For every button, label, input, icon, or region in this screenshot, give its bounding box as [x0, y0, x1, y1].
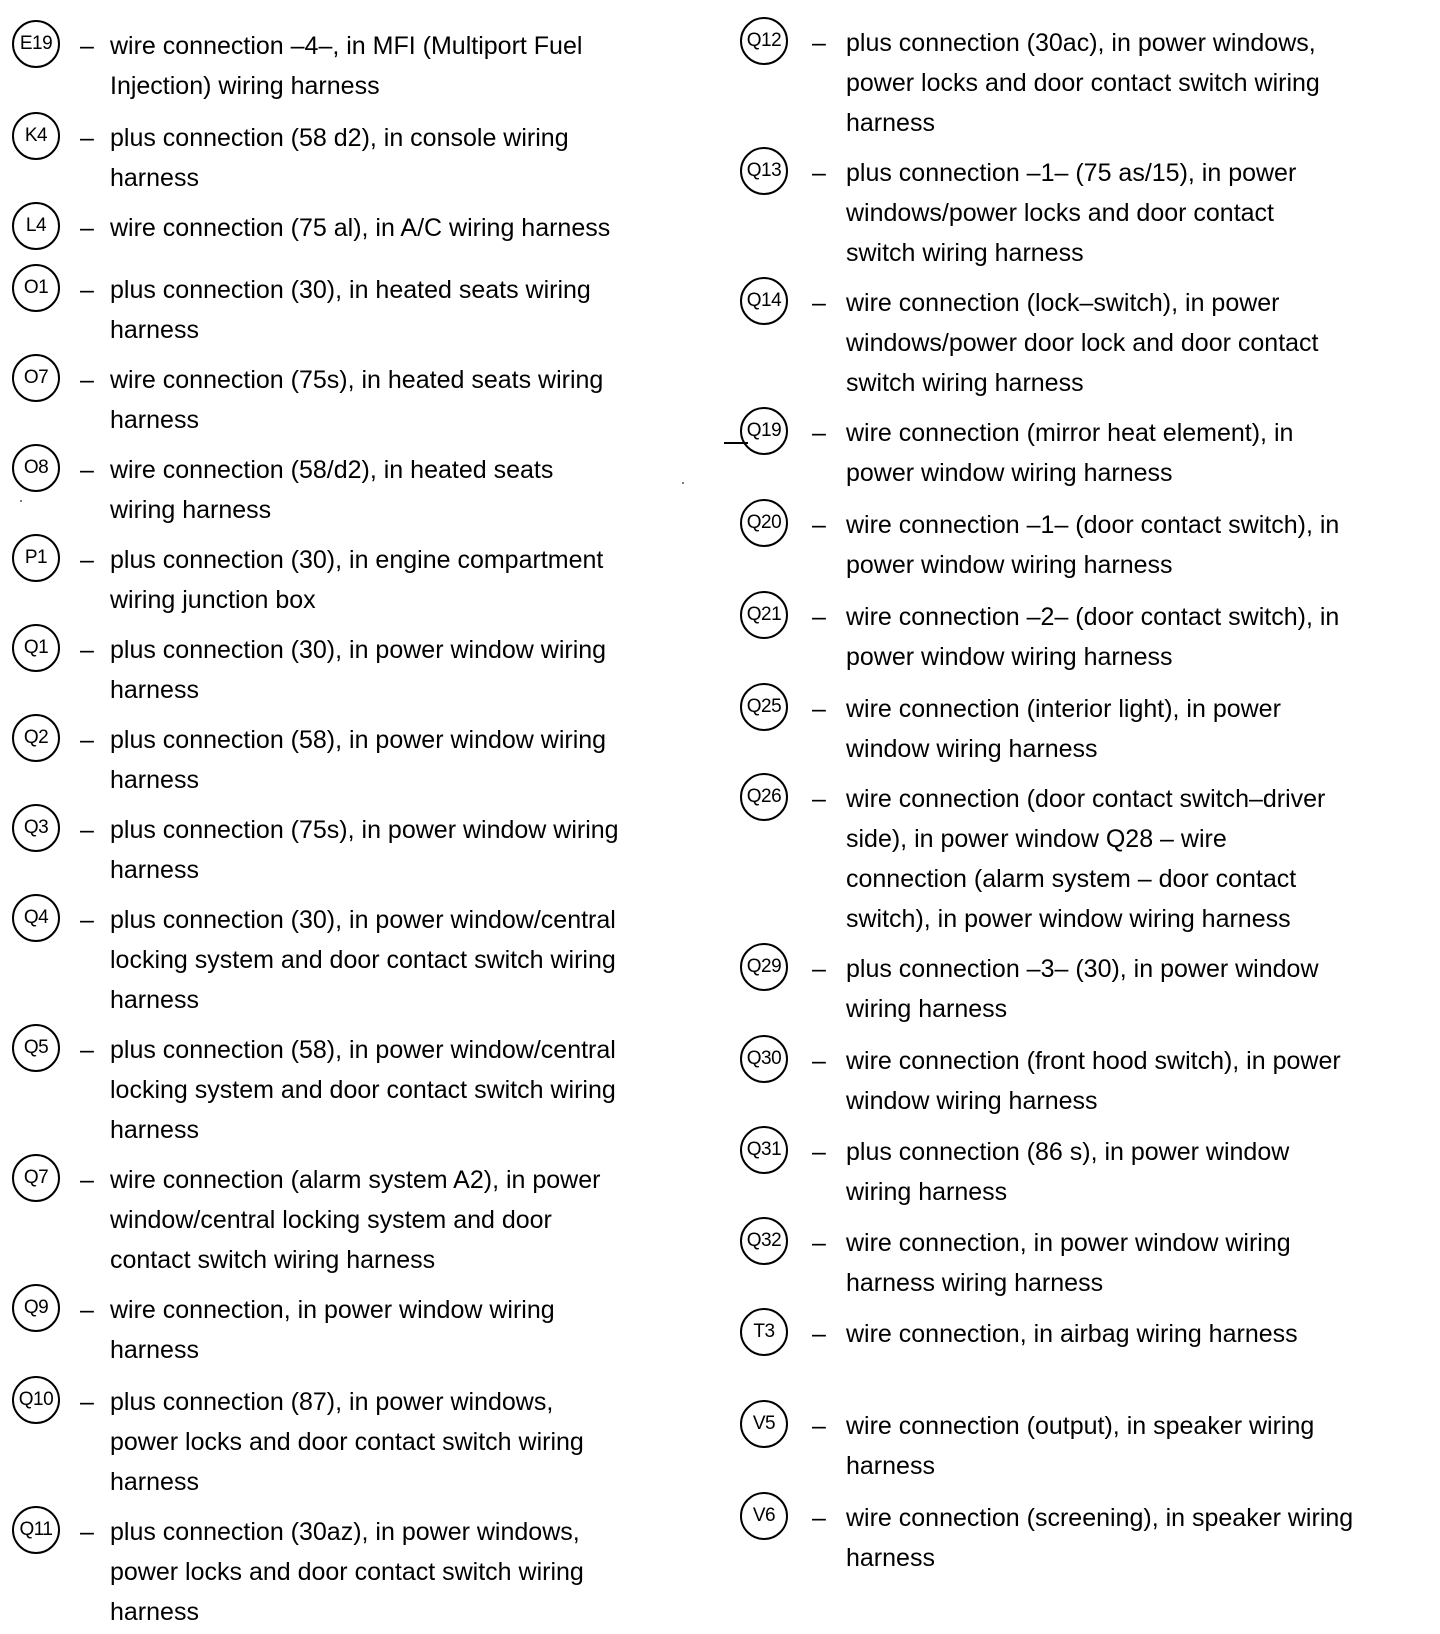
entry-description — [846, 153, 1438, 273]
entry-dash: – — [812, 1320, 826, 1348]
connector-code-badge: Q26 — [740, 773, 788, 821]
entry-description — [110, 900, 684, 1020]
description-line: harness wiring harness — [846, 1269, 1104, 1297]
entry-description — [110, 1512, 684, 1632]
description-line: power window wiring harness — [846, 551, 1173, 579]
connector-code-badge: Q19 — [740, 407, 788, 455]
entry-description — [110, 1382, 684, 1502]
connector-code-badge: Q21 — [740, 591, 788, 639]
legend-left-column — [0, 0, 690, 1624]
legend-entry-q12 — [738, 15, 1438, 145]
connector-code-badge: Q20 — [740, 499, 788, 547]
description-line: wire connection (75 al), in A/C wiring harness — [110, 214, 611, 242]
description-line: harness — [110, 766, 199, 794]
description-line: switch wiring harness — [846, 369, 1084, 397]
description-line: plus connection (58), in power window wiring — [110, 726, 607, 754]
entry-description — [110, 208, 684, 248]
description-line: wire connection (75s), in heated seats wiring — [110, 366, 604, 394]
description-line: wire connection –1– (door contact switch), in — [846, 511, 1340, 539]
description-line: plus connection (86 s), in power window — [846, 1138, 1290, 1166]
connector-code-badge: Q11 — [12, 1506, 60, 1554]
entry-dash: – — [812, 955, 826, 983]
connector-code-badge: Q32 — [740, 1217, 788, 1265]
entry-description — [846, 1314, 1438, 1354]
legend-right-column — [738, 0, 1438, 1624]
entry-description — [110, 26, 684, 106]
description-line: wire connection –4–, in MFI (Multiport Fuel — [110, 32, 583, 60]
description-line: wire connection (front hood switch), in power — [846, 1047, 1341, 1075]
description-line: wiring harness — [846, 995, 1008, 1023]
description-line: wire connection, in power window wiring — [846, 1229, 1291, 1257]
connector-code-badge: T3 — [740, 1308, 788, 1356]
entry-description — [110, 1030, 684, 1150]
entry-description — [846, 1498, 1438, 1578]
description-line: wiring harness — [110, 496, 272, 524]
entry-description — [846, 1041, 1438, 1121]
connector-code-badge: P1 — [12, 534, 60, 582]
connector-code-badge: Q4 — [12, 894, 60, 942]
entry-description — [110, 1160, 684, 1280]
connector-code-badge: Q10 — [12, 1376, 60, 1424]
description-line: switch wiring harness — [846, 239, 1084, 267]
description-line: wire connection (interior light), in power — [846, 695, 1281, 723]
description-line: plus connection (30), in power window/central — [110, 906, 616, 934]
entry-description — [846, 597, 1438, 677]
connector-code-badge: Q7 — [12, 1154, 60, 1202]
entry-dash: – — [812, 1229, 826, 1257]
entry-description — [846, 1223, 1438, 1303]
entry-dash: – — [812, 785, 826, 813]
connector-code-badge: Q25 — [740, 683, 788, 731]
entry-description — [846, 1132, 1438, 1212]
description-line: wire connection (mirror heat element), in — [846, 419, 1294, 447]
entry-dash: – — [812, 603, 826, 631]
description-line: power locks and door contact switch wiring — [846, 69, 1320, 97]
entry-description — [110, 630, 684, 710]
entry-description — [846, 779, 1438, 939]
entry-description — [846, 283, 1438, 403]
entry-dash: – — [80, 124, 94, 152]
connector-code-badge: Q3 — [12, 804, 60, 852]
description-line: plus connection (87), in power windows, — [110, 1388, 554, 1416]
entry-description — [110, 540, 684, 620]
connector-code-badge: Q29 — [740, 943, 788, 991]
description-line: harness — [110, 1116, 199, 1144]
description-line: plus connection –1– (75 as/15), in power — [846, 159, 1297, 187]
description-line: wire connection –2– (door contact switch), in — [846, 603, 1340, 631]
connector-code-badge: O1 — [12, 264, 60, 312]
entry-dash: – — [80, 726, 94, 754]
description-line: window/central locking system and door — [110, 1206, 552, 1234]
leader-line-mark — [724, 442, 748, 444]
description-line: contact switch wiring harness — [110, 1246, 436, 1274]
description-line: wire connection (door contact switch–driver — [846, 785, 1326, 813]
description-line: harness — [110, 856, 199, 884]
description-line: wire connection (lock–switch), in power — [846, 289, 1280, 317]
connector-code-badge: Q5 — [12, 1024, 60, 1072]
description-line: plus connection (30), in engine compartment — [110, 546, 604, 574]
entry-dash: – — [812, 159, 826, 187]
connector-code-badge: Q9 — [12, 1284, 60, 1332]
entry-description — [846, 1406, 1438, 1486]
legend-entry-q4 — [0, 892, 690, 1022]
entry-dash: – — [80, 906, 94, 934]
entry-description — [846, 413, 1438, 493]
connector-code-badge: Q30 — [740, 1035, 788, 1083]
legend-entry-q11 — [0, 1504, 690, 1634]
legend-entry-q5 — [0, 1022, 690, 1152]
description-line: wiring junction box — [110, 586, 316, 614]
entry-dash: – — [80, 1036, 94, 1064]
entry-dash: – — [812, 29, 826, 57]
entry-description — [846, 689, 1438, 769]
description-line: harness — [110, 1468, 199, 1496]
legend-entry-q26 — [738, 771, 1438, 933]
description-line: plus connection (30), in heated seats wiring — [110, 276, 591, 304]
description-line: Injection) wiring harness — [110, 72, 380, 100]
description-line: windows/power locks and door contact — [846, 199, 1275, 227]
connector-code-badge: Q12 — [740, 17, 788, 65]
entry-description — [110, 1290, 684, 1370]
entry-dash: – — [812, 695, 826, 723]
description-line: plus connection (75s), in power window wiring — [110, 816, 619, 844]
description-line: plus connection (58 d2), in console wiring — [110, 124, 569, 152]
connector-code-badge: Q1 — [12, 624, 60, 672]
entry-dash: – — [812, 1504, 826, 1532]
entry-dash: – — [80, 1296, 94, 1324]
description-line: harness — [846, 1544, 935, 1572]
description-line: power window wiring harness — [846, 643, 1173, 671]
description-line: harness — [110, 316, 199, 344]
entry-dash: – — [80, 32, 94, 60]
entry-description — [846, 949, 1438, 1029]
entry-description — [110, 450, 684, 530]
description-line: plus connection (30az), in power windows, — [110, 1518, 580, 1546]
entry-description — [846, 23, 1438, 143]
connector-code-badge: Q2 — [12, 714, 60, 762]
entry-dash: – — [80, 1518, 94, 1546]
connector-code-badge: O8 — [12, 444, 60, 492]
description-line: harness — [110, 676, 199, 704]
entry-dash: – — [812, 1412, 826, 1440]
connector-code-badge: E19 — [12, 20, 60, 68]
legend-entry-q7 — [0, 1152, 690, 1282]
connector-code-badge: Q14 — [740, 277, 788, 325]
entry-dash: – — [80, 636, 94, 664]
entry-dash: – — [812, 289, 826, 317]
description-line: locking system and door contact switch wiring — [110, 946, 616, 974]
entry-dash: – — [80, 1166, 94, 1194]
connector-code-badge: O7 — [12, 354, 60, 402]
entry-dash: – — [812, 1047, 826, 1075]
entry-dash: – — [812, 511, 826, 539]
connector-code-badge: K4 — [12, 112, 60, 160]
entry-description — [110, 810, 684, 890]
description-line: window wiring harness — [846, 735, 1098, 763]
legend-entry-q10 — [0, 1374, 690, 1504]
entry-dash: – — [80, 276, 94, 304]
connector-code-badge: V5 — [740, 1400, 788, 1448]
connector-code-badge: Q31 — [740, 1126, 788, 1174]
entry-description — [110, 118, 684, 198]
entry-dash: – — [80, 456, 94, 484]
description-line: wiring harness — [846, 1178, 1008, 1206]
description-line: harness — [846, 1452, 935, 1480]
entry-dash: – — [80, 366, 94, 394]
description-line: harness — [110, 164, 199, 192]
description-line: connection (alarm system – door contact — [846, 865, 1297, 893]
entry-dash: – — [80, 214, 94, 242]
description-line: power locks and door contact switch wiring — [110, 1428, 584, 1456]
connector-code-badge: Q13 — [740, 147, 788, 195]
legend-entry-q13 — [738, 145, 1438, 275]
description-line: locking system and door contact switch wiring — [110, 1076, 616, 1104]
entry-dash: – — [812, 1138, 826, 1166]
description-line: wire connection, in airbag wiring harness — [846, 1320, 1298, 1348]
description-line: windows/power door lock and door contact — [846, 329, 1319, 357]
legend-entry-v6 — [738, 1490, 1438, 1620]
entry-dash: – — [80, 1388, 94, 1416]
description-line: plus connection (58), in power window/central — [110, 1036, 616, 1064]
description-line: side), in power window Q28 – wire — [846, 825, 1227, 853]
description-line: harness — [846, 109, 935, 137]
description-line: wire connection (alarm system A2), in power — [110, 1166, 601, 1194]
connector-code-badge: V6 — [740, 1492, 788, 1540]
description-line: harness — [110, 1336, 199, 1364]
scan-speck — [682, 482, 684, 484]
entry-description — [110, 720, 684, 800]
entry-description — [110, 270, 684, 350]
description-line: wire connection (output), in speaker wiring — [846, 1412, 1315, 1440]
description-line: plus connection –3– (30), in power window — [846, 955, 1319, 983]
entry-dash: – — [812, 419, 826, 447]
description-line: wire connection (screening), in speaker wiring — [846, 1504, 1354, 1532]
legend-entry-q14 — [738, 275, 1438, 405]
description-line: window wiring harness — [846, 1087, 1098, 1115]
description-line: wire connection (58/d2), in heated seats — [110, 456, 554, 484]
description-line: power locks and door contact switch wiring — [110, 1558, 584, 1586]
entry-description — [110, 360, 684, 440]
entry-description — [846, 505, 1438, 585]
description-line: harness — [110, 1598, 199, 1626]
connector-code-badge: L4 — [12, 202, 60, 250]
description-line: harness — [110, 986, 199, 1014]
description-line: plus connection (30ac), in power windows, — [846, 29, 1316, 57]
description-line: wire connection, in power window wiring — [110, 1296, 555, 1324]
scan-speck — [20, 500, 22, 502]
description-line: harness — [110, 406, 199, 434]
description-line: switch), in power window wiring harness — [846, 905, 1291, 933]
description-line: power window wiring harness — [846, 459, 1173, 487]
description-line: plus connection (30), in power window wiring — [110, 636, 607, 664]
entry-dash: – — [80, 546, 94, 574]
entry-dash: – — [80, 816, 94, 844]
